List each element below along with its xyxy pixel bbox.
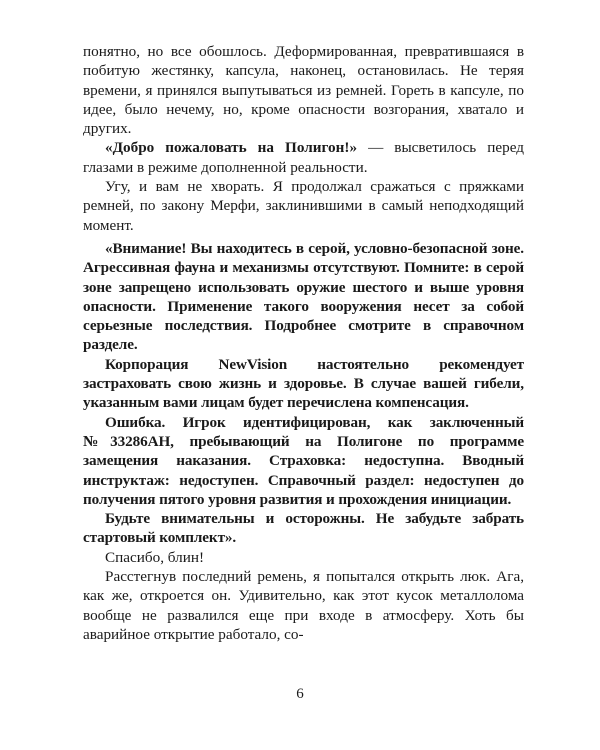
greeting-rest-text: — высветилось перед глазами в режиме дополненной реальности. [83, 139, 524, 176]
paragraph-hatch: Расстегнув последний ремень, я попытался открыть люк. Ага, как же, откроется он. Удивительно, как этот кусок металлолома вообще не развалился еще при входе в атмосферу. Хоть бы аварийное открытие работало, со- [83, 568, 524, 643]
paragraph-continuation: понятно, но все обошлось. Деформированная, превратившаяся в побитую жестянку, капсула, наконец, остановилась. Не теряя времени, я принялся выпутываться из ремней. Гореть в капсуле, по идее, было нечему, но, кроме опасности возгорания, хватало и других. [83, 43, 524, 138]
greeting-bold-text: «Добро пожаловать на Полигон!» [105, 139, 358, 157]
page-body [83, 42, 524, 644]
paragraph-greeting [83, 138, 524, 177]
system-message-careful: Будьте внимательны и осторожны. Не забудьте забрать стартовый комплект». [83, 510, 524, 547]
paragraph-narration: Угу, и вам не хворать. Я продолжал сражаться с пряжками ремней, по закону Мерфи, заклинившими в самый неподходящий момент. [83, 178, 524, 234]
system-message-warning: «Внимание! Вы находитесь в серой, условно-безопасной зоне. Агрессивная фауна и механизмы отсутствуют. Помните: в серой зоне запрещено использовать оружие шестого и выше уровня опасности. Применение такого вооружения несет за собой серьезные последствия. Подробнее смотрите в справочном разделе. [83, 239, 524, 354]
page-number: 6 [296, 686, 304, 702]
paragraph-thanks: Спасибо, блин! [105, 548, 205, 566]
system-message-error: Ошибка. Игрок идентифицирован, как заключенный №33286АН, пребывающий на Полигоне по программе замещения наказания. Страховка: недоступна. Вводный инструктаж: недоступен. Справочный раздел: недоступен до получения пятого уровня развития и прохождения инициации. [83, 413, 524, 508]
system-message-insurance: Корпорация NewVision настоятельно рекомендует застраховать свою жизнь и здоровье. В случае вашей гибели, указанным вами лицам будет перечислена компенсация. [83, 355, 524, 412]
